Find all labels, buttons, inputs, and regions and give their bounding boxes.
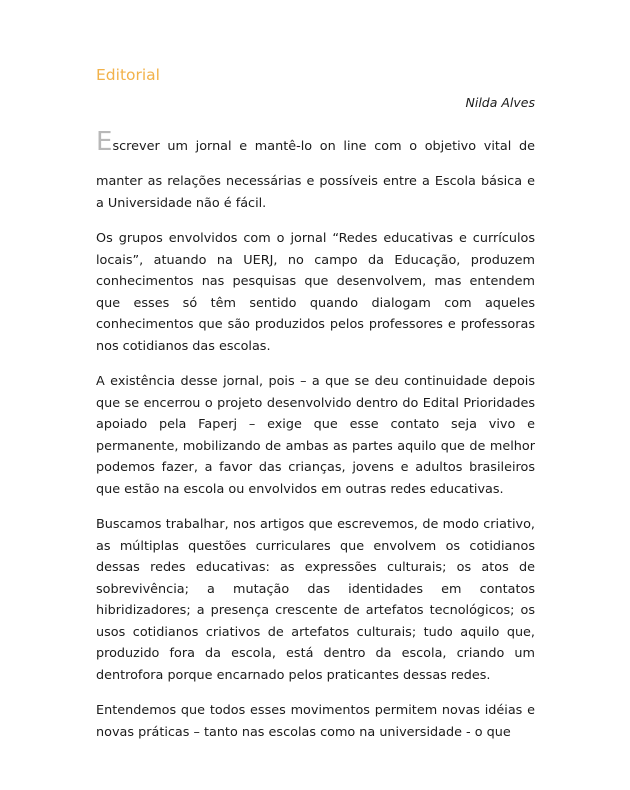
paragraph-1-rest: manter as relações necessárias e possíveis entre a Escola básica e a Universidade não é fácil. (96, 174, 535, 211)
first-line-text: screver um jornal e mantê-lo on line com o objetivo vital de (112, 139, 535, 154)
author-name: Nilda Alves (465, 95, 535, 110)
paragraph-1 (96, 127, 535, 214)
paragraph-5: Entendemos que todos esses movimentos permitem novas idéias e novas práticas – tanto nas escolas como na universidade - o que (96, 703, 535, 740)
paragraph-2: Os grupos envolvidos com o jornal “Redes educativas e currículos locais”, atuando na UERJ, no campo da Educação, produzem conhecimentos nas pesquisas que desenvolvem, mas entendem que esses só têm sentido quando dialogam com aqueles conhecimentos que são produzidos pelos professores e professoras nos cotidianos das escolas. (96, 231, 535, 354)
paragraph-4: Buscamos trabalhar, nos artigos que escrevemos, de modo criativo, as múltiplas questões curriculares que envolvem os cotidianos dessas redes educativas: as expressões culturais; os atos de sobrevivência; a mutação das identidades em contatos hibridizadores; a presença crescente de artefatos tecnológicos; os usos cotidianos criativos de artefatos culturais; tudo aquilo que, produzido fora da escola, está dentro da escola, criando um dentrofora porque encarnado pelos praticantes dessas redes. (96, 517, 535, 683)
article-body (96, 127, 535, 757)
section-title: Editorial (96, 66, 160, 84)
drop-cap: E (96, 127, 113, 157)
first-line (96, 127, 535, 162)
paragraph-3: A existência desse jornal, pois – a que se deu continuidade depois que se encerrou o projeto desenvolvido dentro do Edital Prioridades apoiado pela Faperj – exige que esse contato seja vivo e permanente, mobilizando de ambas as partes aquilo que de melhor podemos fazer, a favor das crianças, jovens e adultos brasileiros que estão na escola ou envolvidos em outras redes educativas. (96, 374, 535, 497)
